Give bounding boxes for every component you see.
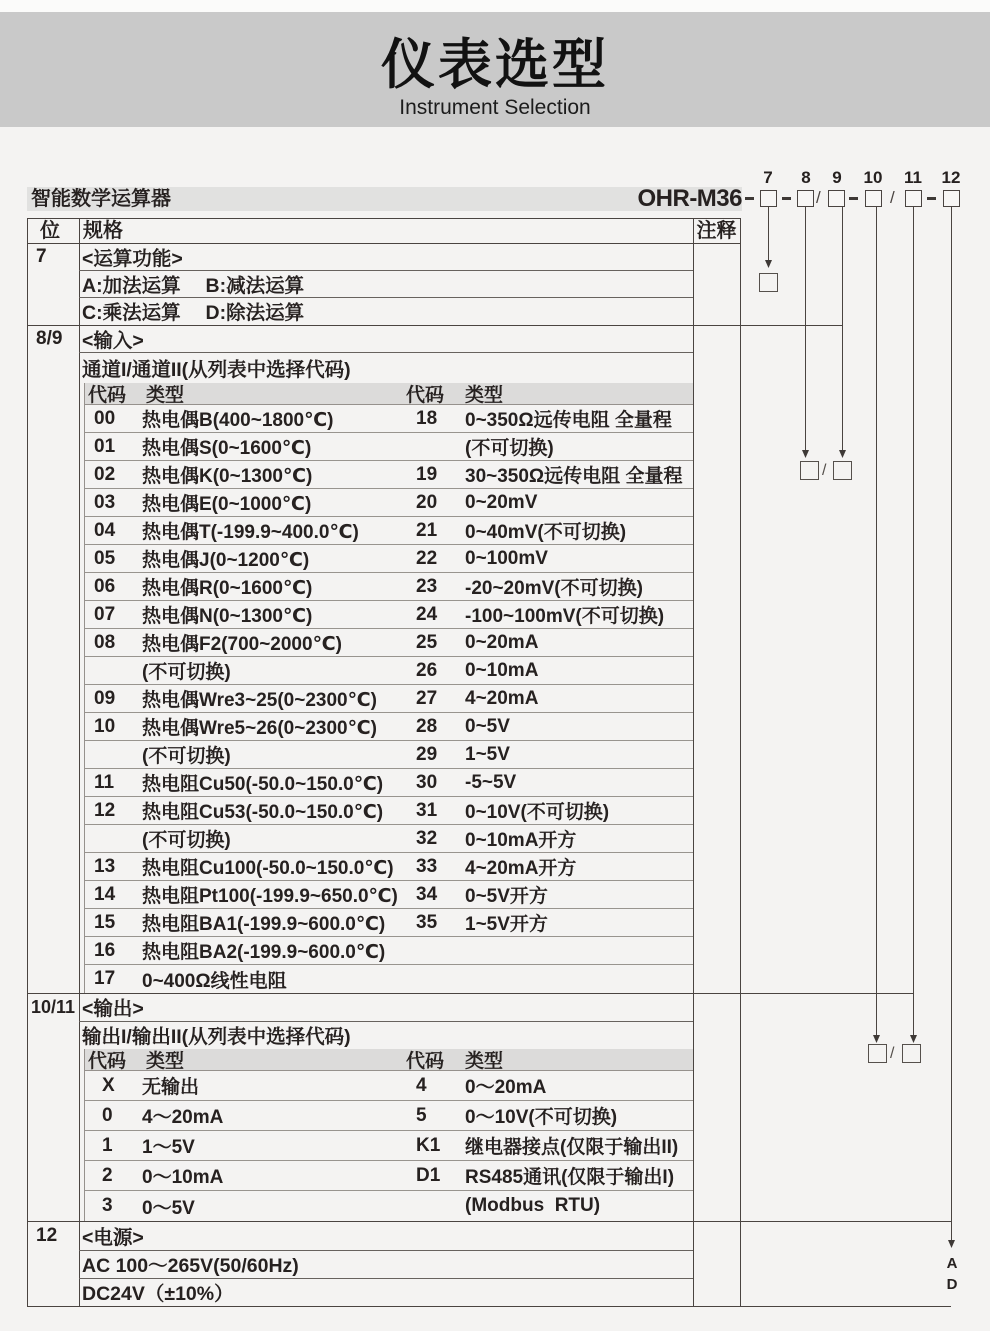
code-cell: 28 [416,715,438,737]
type-cell: 0~40mV(不可切换) [465,522,627,543]
type-cell: 0~400Ω线性电阻 [142,970,287,992]
type-cell: -5~5V [465,771,517,793]
output-code-row [85,1191,693,1221]
model-separator-dash [849,197,858,200]
type-cell: 30~350Ω远传电阻 全量程 [465,466,683,487]
digit-position-10: 10 [863,168,883,187]
input-code-row [85,433,693,461]
input-code-row [85,685,693,713]
type-cell: 热电阻Cu53(-50.0~150.0℃) [142,802,384,823]
output-code-table-header [85,1049,693,1071]
code-cell: 07 [94,603,116,625]
code-cell: 17 [94,968,116,989]
code-cell: 11 [94,771,115,793]
col-header-spec: 规格 [83,220,123,242]
type-cell: 热电偶S(0~1600℃) [142,438,312,459]
selection-box-output-1 [868,1044,887,1063]
code-cell: 33 [416,855,438,877]
code-col-header: 代码 [88,1051,127,1072]
type-cell: (不可切换) [142,746,231,767]
type-cell: 0~5V开方 [465,886,548,907]
power-option-a: A [946,1255,958,1272]
type-cell: 热电偶Wre5~26(0~2300℃) [142,718,377,739]
input-code-table [84,383,693,993]
type-cell: 0~10mA [465,659,539,681]
type-cell: 继电器接点(仅限于输出II) [465,1137,679,1158]
section-position-label: 12 [36,1225,58,1246]
input-code-row [85,825,693,853]
code-cell: 04 [94,519,116,541]
type-cell: 热电偶B(400~1800℃) [142,410,334,431]
input-code-row [85,797,693,825]
input-code-row [85,881,693,909]
type-cell: 1~5V [465,743,510,765]
code-cell: 14 [94,883,116,905]
input-code-row [85,629,693,657]
selection-box-slash: / [890,1045,895,1062]
selection-table [27,218,741,1307]
arrowhead-icon [948,1240,955,1248]
spec-row: AC 100～265V(50/60Hz) [82,1255,299,1277]
input-code-row [85,741,693,769]
type-col-header: 类型 [465,1051,504,1072]
type-cell: 0～5V [142,1197,195,1219]
code-col-header: 代码 [406,1051,445,1072]
code-cell: 1 [102,1134,113,1156]
code-cell: 01 [94,435,116,457]
arrowhead-icon [839,450,846,458]
section-title: <输出> [82,998,144,1020]
spec-row: C:乘法运算 D:除法运算 [82,302,305,324]
page-title-band [0,12,990,127]
section-position-label: 7 [36,246,47,267]
code-cell: 4 [416,1074,427,1096]
code-cell: 27 [416,687,438,709]
input-code-row [85,965,693,993]
type-cell: 0~20mV [465,491,538,513]
type-cell: 1~5V开方 [465,914,548,935]
model-digit-box-9 [828,190,845,207]
section-position-label: 10/11 [31,997,76,1017]
type-cell: 热电偶K(0~1300℃) [142,466,313,487]
selection-box-function [759,273,778,292]
type-cell: 热电偶R(0~1600℃) [142,578,313,599]
type-cell: 0~20mA [465,631,539,653]
column-divider-note [693,219,694,1306]
input-code-row [85,713,693,741]
digit-position-7: 7 [763,168,773,187]
code-cell: 0 [102,1104,113,1126]
code-cell: 23 [416,575,438,597]
type-cell: 热电阻Cu50(-50.0~150.0℃) [142,774,384,795]
type-cell: (Modbus RTU) [465,1195,601,1216]
input-code-row [85,573,693,601]
code-cell: 24 [416,603,438,625]
column-divider-pos [79,219,80,1306]
input-code-row [85,601,693,629]
arrowhead-icon [802,450,809,458]
model-separator-dash [745,197,754,200]
code-cell: 5 [416,1104,427,1126]
code-cell: 16 [94,939,116,961]
type-cell: 热电阻Pt100(-199.9~650.0℃) [142,886,398,907]
digit-position-12: 12 [941,168,961,187]
code-col-header: 代码 [406,385,445,406]
type-cell: 热电偶J(0~1200℃) [142,550,310,571]
col-header-note: 注释 [696,220,737,242]
type-cell: 0~10V(不可切换) [465,802,610,823]
code-cell: 29 [416,743,438,765]
digit-position-8: 8 [801,168,811,187]
code-cell: 22 [416,547,438,569]
input-code-row [85,545,693,573]
type-cell: 0～20mA [465,1077,547,1098]
type-col-header: 类型 [146,1051,185,1072]
code-cell: 32 [416,827,438,849]
type-col-header: 类型 [146,385,185,406]
page-subtitle: Instrument Selection [399,96,591,119]
digit-position-9: 9 [832,168,842,187]
model-digit-box-8 [797,190,814,207]
selection-box-input-2 [833,461,852,480]
type-cell: (不可切换) [465,438,554,459]
type-cell: 热电阻BA1(-199.9~600.0℃) [142,914,386,935]
section-title: <运算功能> [82,247,183,270]
code-cell: 19 [416,463,438,485]
section-subtitle: 输出I/输出II(从列表中选择代码) [82,1026,351,1048]
code-cell: D1 [416,1164,441,1186]
model-digit-box-7 [760,190,777,207]
type-cell: 热电偶T(-199.9~400.0℃) [142,522,359,543]
input-code-row [85,517,693,545]
model-digit-box-10 [865,190,882,207]
code-cell: 09 [94,687,116,709]
code-col-header: 代码 [88,385,127,406]
model-separator-slash: / [890,188,895,207]
model-digit-box-12 [943,190,960,207]
type-cell: 0~100mV [465,547,548,569]
code-cell: X [102,1074,115,1096]
section-title: <电源> [82,1226,144,1249]
code-cell: K1 [416,1134,441,1156]
code-cell: 25 [416,631,438,653]
code-cell: 03 [94,491,116,513]
code-cell: 26 [416,659,438,681]
output-code-table [84,1049,693,1221]
input-code-row [85,937,693,965]
code-cell: 00 [94,407,116,429]
type-cell: 4～20mA [142,1107,224,1128]
arrowhead-icon [910,1035,917,1043]
type-cell: 4~20mA开方 [465,858,577,879]
arrowhead-icon [873,1035,880,1043]
arrowhead-icon [765,260,772,268]
code-cell: 08 [94,631,116,653]
input-code-row [85,853,693,881]
type-cell: (不可切换) [142,830,231,851]
type-cell: 热电偶N(0~1300℃) [142,606,313,627]
code-cell: 20 [416,491,438,513]
input-code-row [85,489,693,517]
type-cell: 热电偶F2(700~2000℃) [142,634,342,655]
selection-box-slash: / [822,462,827,479]
model-digit-box-11 [905,190,922,207]
page-title: 仪表选型 [381,35,609,95]
type-cell: 热电偶Wre3~25(0~2300℃) [142,690,377,711]
input-code-row [85,909,693,937]
model-separator-dash [927,197,936,200]
col-header-position: 位 [40,220,60,242]
code-cell: 13 [94,855,116,877]
code-cell: 05 [94,547,116,569]
type-col-header: 类型 [465,385,504,406]
type-cell: RS485通讯(仅限于输出I) [465,1167,675,1188]
input-code-row [85,461,693,489]
type-cell: 热电偶E(0~1000℃) [142,494,312,515]
type-cell: 1～5V [142,1137,195,1158]
model-separator-dash [782,197,791,200]
type-cell: 4~20mA [465,687,539,709]
type-cell: -100~100mV(不可切换) [465,606,665,627]
output-code-row [85,1131,693,1161]
type-cell: 0~10mA开方 [465,830,577,851]
section-title: <输入> [82,329,144,352]
code-cell: 31 [416,799,438,821]
code-cell: 2 [102,1164,113,1186]
type-cell: 热电阻BA2(-199.9~600.0℃) [142,942,386,963]
type-cell: 0~350Ω远传电阻 全量程 [465,410,672,431]
code-cell: 18 [416,407,438,429]
code-cell: 21 [416,519,438,541]
type-cell: 无输出 [142,1077,200,1098]
input-code-row [85,657,693,685]
model-prefix: OHR-M36 [637,185,742,212]
code-cell: 02 [94,463,116,485]
type-cell: 0～10V(不可切换) [465,1107,618,1128]
model-separator-slash: / [816,188,821,207]
code-cell: 06 [94,575,116,597]
type-cell: (不可切换) [142,662,231,683]
output-code-row [85,1101,693,1131]
selection-box-input-1 [800,461,819,480]
section-subtitle: 通道I/通道II(从列表中选择代码) [82,358,351,381]
product-name: 智能数学运算器 [31,188,171,210]
type-cell: 热电阻Cu100(-50.0~150.0℃) [142,858,394,879]
input-code-table-header [85,383,693,405]
digit-position-11: 11 [904,168,922,187]
top-margin [0,0,990,12]
type-cell: -20~20mV(不可切换) [465,578,643,599]
output-code-row [85,1071,693,1101]
power-option-d: D [946,1276,958,1293]
spec-row: A:加法运算 B:减法运算 [82,274,305,297]
section-position-label: 8/9 [36,328,63,349]
selection-box-output-2 [902,1044,921,1063]
code-cell: 30 [416,771,438,793]
code-cell: 12 [94,799,116,821]
code-cell: 35 [416,911,438,933]
type-cell: 0～10mA [142,1167,224,1188]
input-code-row [85,769,693,797]
type-cell: 0~5V [465,715,510,737]
output-code-row [85,1161,693,1191]
code-cell: 15 [94,911,116,933]
code-cell: 10 [94,715,116,737]
code-cell: 3 [102,1195,113,1216]
code-cell: 34 [416,883,438,905]
spec-row: DC24V（±10%） [82,1283,234,1305]
input-code-row [85,405,693,433]
